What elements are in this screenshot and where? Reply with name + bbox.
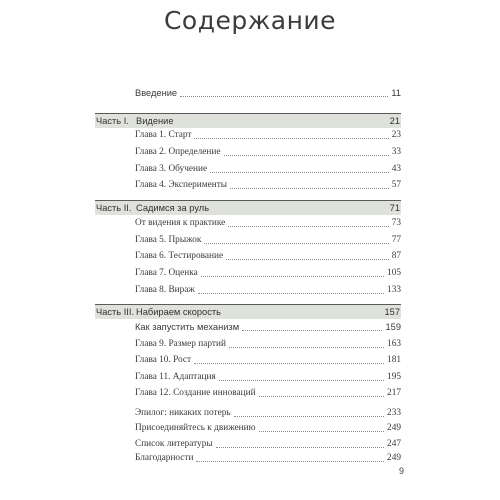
page-title: Содержание xyxy=(163,6,337,35)
part-title: Набираем скорость xyxy=(136,307,221,317)
leader-dots xyxy=(234,415,384,417)
toc-entry-page: 43 xyxy=(391,164,401,174)
toc-entry xyxy=(95,145,401,159)
toc-entry xyxy=(95,353,401,367)
part-title: Видение xyxy=(136,116,174,126)
toc-entry-page: 181 xyxy=(387,355,401,365)
toc-entry-label: Глава 7. Оценка xyxy=(135,268,198,278)
toc-entry-backmatter xyxy=(95,406,401,420)
page-number: 9 xyxy=(398,466,404,476)
toc-entry-page: 33 xyxy=(391,147,401,157)
leader-dots xyxy=(194,137,388,139)
part-page: 71 xyxy=(389,203,400,213)
leader-dots xyxy=(201,275,384,277)
leader-dots xyxy=(180,95,388,97)
part-title: Садимся за руль xyxy=(136,203,210,213)
part-heading-3 xyxy=(95,305,401,319)
toc-entry-page: 159 xyxy=(385,322,401,332)
toc-entry-page: 163 xyxy=(387,339,401,349)
part-page: 21 xyxy=(389,116,400,126)
toc-entry-label: Глава 1. Старт xyxy=(135,130,192,140)
toc-entry xyxy=(95,128,401,142)
leader-dots xyxy=(259,395,384,397)
leader-dots xyxy=(204,242,388,244)
part-number: Часть III. xyxy=(96,307,135,317)
toc-entry xyxy=(95,337,401,351)
toc-entry-page: 133 xyxy=(387,285,401,295)
leader-dots xyxy=(216,446,384,448)
toc-entry-label: Глава 2. Определение xyxy=(135,147,221,157)
part-number: Часть II. xyxy=(96,203,132,213)
toc-entry-page: 195 xyxy=(387,372,401,382)
toc-entry-backmatter xyxy=(95,451,401,465)
toc-entry xyxy=(95,266,401,280)
leader-dots xyxy=(198,292,384,294)
toc-entry xyxy=(95,162,401,176)
toc-entry xyxy=(95,216,401,230)
part-page: 157 xyxy=(384,307,400,317)
toc-entry-page: 77 xyxy=(391,235,401,245)
leader-dots xyxy=(226,258,389,260)
toc-entry-page: 249 xyxy=(387,423,401,433)
toc-entry-page: 233 xyxy=(387,408,401,418)
toc-entry-label: Глава 10. Рост xyxy=(135,355,192,365)
toc-entry-page: 247 xyxy=(387,439,401,449)
toc-entry-label: Глава 11. Адаптация xyxy=(135,372,216,382)
toc-entry-label: Как запустить механизм xyxy=(135,322,240,332)
leader-dots xyxy=(219,379,384,381)
toc-entry xyxy=(95,370,401,384)
toc-entry-label: От видения к практике xyxy=(135,218,226,228)
part-heading-2 xyxy=(95,201,401,215)
toc-entry-label: Список литературы xyxy=(135,439,213,449)
toc-entry-page: 23 xyxy=(391,130,401,140)
part-heading-1 xyxy=(95,114,401,128)
leader-dots xyxy=(194,362,384,364)
toc-entry-page: 105 xyxy=(387,268,401,278)
toc-entry-label: Глава 6. Тестирование xyxy=(135,251,224,261)
toc-entry-label: Глава 5. Прыжок xyxy=(135,235,202,245)
toc-entry-page: 217 xyxy=(387,388,401,398)
part-number: Часть I. xyxy=(96,116,129,126)
toc-entry-backmatter xyxy=(95,437,401,451)
toc-entry-label: Глава 12. Создание инноваций xyxy=(135,388,256,398)
toc-entry-page: 73 xyxy=(391,218,401,228)
toc-entry-label: Глава 4. Эксперименты xyxy=(135,180,228,190)
toc-entry-page: 87 xyxy=(391,251,401,261)
leader-dots xyxy=(230,187,389,189)
toc-entry xyxy=(95,249,401,263)
toc-entry-intro xyxy=(95,86,401,100)
leader-dots xyxy=(229,346,384,348)
toc-entry xyxy=(95,320,401,334)
leader-dots xyxy=(259,430,385,432)
toc-entry-page: 249 xyxy=(387,453,401,463)
toc-entry-label: Присоединяйтесь к движению xyxy=(135,423,256,433)
leader-dots xyxy=(196,460,384,462)
leader-dots xyxy=(228,225,388,227)
toc-entry-label: Введение xyxy=(135,88,178,98)
toc-entry-backmatter xyxy=(95,421,401,435)
leader-dots xyxy=(242,329,382,331)
toc-entry-label: Глава 8. Вираж xyxy=(135,285,195,295)
toc-entry xyxy=(95,386,401,400)
toc-entry xyxy=(95,233,401,247)
toc-entry xyxy=(95,178,401,192)
toc-entry-page: 57 xyxy=(391,180,401,190)
toc-entry-page: 11 xyxy=(391,88,401,98)
toc-entry-label: Глава 9. Размер партий xyxy=(135,339,226,349)
toc-entry-label: Эпилог: никаких потерь xyxy=(135,408,231,418)
toc-entry-label: Благодарности xyxy=(135,453,194,463)
toc-entry xyxy=(95,283,401,297)
toc-entry-label: Глава 3. Обучение xyxy=(135,164,208,174)
leader-dots xyxy=(224,154,389,156)
leader-dots xyxy=(210,171,389,173)
